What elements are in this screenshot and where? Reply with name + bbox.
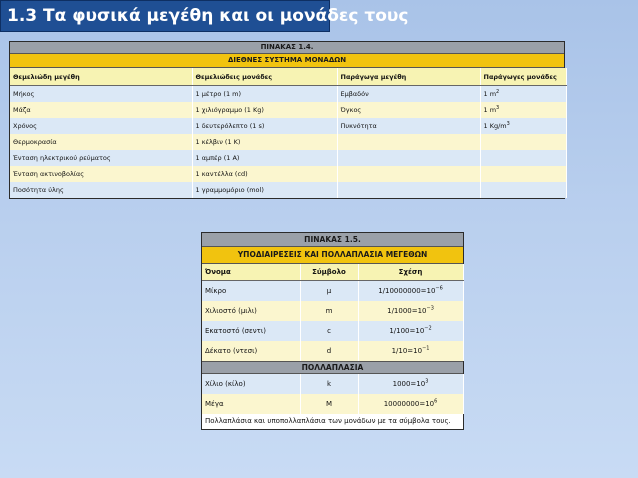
base-quantity: Ένταση ηλεκτρικού ρεύματος <box>10 150 192 166</box>
prefix-name: Εκατοστό (σεντι) <box>202 321 300 341</box>
col-header: Όνομα <box>202 264 300 281</box>
table-row <box>202 281 463 302</box>
derived-quantity <box>337 182 480 198</box>
prefix-relation: $1/100=10^{-2}$ <box>358 321 463 341</box>
prefix-relation: $10000000=10^6$ <box>358 394 463 414</box>
derived-quantity <box>337 134 480 150</box>
base-unit: 1 χιλιόγραμμο (1 Kg) <box>192 102 337 118</box>
derived-unit <box>480 166 566 182</box>
slide-title: 1.3 Τα φυσικά μεγέθη και οι μονάδες τους <box>0 0 330 32</box>
table-row <box>202 321 463 341</box>
derived-unit: 1 $m^2$ <box>480 86 566 103</box>
prefix-relation: $1000=10^3$ <box>358 374 463 394</box>
prefix-name: Χίλιο (κίλο) <box>202 374 300 394</box>
base-quantity: Ποσότητα ύλης <box>10 182 192 198</box>
table-row <box>10 150 566 166</box>
multiples-section-title: ΠΟΛΛΑΠΛΑΣΙΑ <box>202 361 463 374</box>
prefix-name: Μίκρο <box>202 281 300 302</box>
derived-unit <box>480 134 566 150</box>
prefix-symbol: μ <box>300 281 358 302</box>
subdivisions-grid <box>202 264 464 361</box>
col-header: Σύμβολο <box>300 264 358 281</box>
table-caption: ΠΙΝΑΚΑΣ 1.5. <box>202 233 463 246</box>
table-row <box>10 182 566 198</box>
si-units-table <box>9 41 565 199</box>
prefix-name: Μέγα <box>202 394 300 414</box>
table-caption: ΠΙΝΑΚΑΣ 1.4. <box>10 42 564 53</box>
prefix-relation: $1/10=10^{-1}$ <box>358 341 463 361</box>
base-unit: 1 μέτρο (1 m) <box>192 86 337 103</box>
base-quantity: Θερμοκρασία <box>10 134 192 150</box>
col-header: Θεμελιώδη μεγέθη <box>10 68 192 86</box>
base-unit: 1 δευτερόλεπτο (1 s) <box>192 118 337 134</box>
base-quantity: Ένταση ακτινοβολίας <box>10 166 192 182</box>
derived-quantity: Όγκος <box>337 102 480 118</box>
prefix-symbol: m <box>300 301 358 321</box>
table-row <box>10 86 566 103</box>
base-quantity: Μήκος <box>10 86 192 103</box>
table-subtitle: ΔΙΕΘΝΕΣ ΣΥΣΤΗΜΑ ΜΟΝΑΔΩΝ <box>10 53 564 68</box>
base-unit: 1 γραμμομόριο (mol) <box>192 182 337 198</box>
derived-unit: 1 $m^3$ <box>480 102 566 118</box>
table-row <box>10 134 566 150</box>
prefix-name: Δέκατο (ντεσι) <box>202 341 300 361</box>
prefix-symbol: k <box>300 374 358 394</box>
table-row <box>10 118 566 134</box>
prefixes-table <box>201 232 464 430</box>
table-row <box>10 166 566 182</box>
table-row <box>202 341 463 361</box>
derived-quantity <box>337 166 480 182</box>
col-header: Θεμελιώδεις μονάδες <box>192 68 337 86</box>
table-row <box>202 301 463 321</box>
col-header: Παράγωγα μεγέθη <box>337 68 480 86</box>
prefix-symbol: c <box>300 321 358 341</box>
prefix-symbol: d <box>300 341 358 361</box>
prefix-name: Χιλιοστό (μιλι) <box>202 301 300 321</box>
prefix-relation: $1/10000000=10^{-6}$ <box>358 281 463 302</box>
base-unit: 1 καντέλλα (cd) <box>192 166 337 182</box>
prefix-symbol: M <box>300 394 358 414</box>
table-row <box>202 374 463 394</box>
derived-quantity <box>337 150 480 166</box>
base-unit: 1 αμπέρ (1 A) <box>192 150 337 166</box>
prefix-relation: $1/1000=10^{-3}$ <box>358 301 463 321</box>
derived-unit <box>480 182 566 198</box>
base-quantity: Χρόνος <box>10 118 192 134</box>
table-row <box>202 394 463 414</box>
multiples-grid <box>202 374 464 414</box>
derived-unit: 1 $Kg/m^3$ <box>480 118 566 134</box>
derived-unit <box>480 150 566 166</box>
col-header: Σχέση <box>358 264 463 281</box>
table-row <box>10 102 566 118</box>
table-subtitle: ΥΠΟΔΙΑΙΡΕΣΕΙΣ ΚΑΙ ΠΟΛΛΑΠΛΑΣΙΑ ΜΕΓΕΘΩΝ <box>202 246 463 264</box>
col-header: Παράγωγες μονάδες <box>480 68 566 86</box>
table-footnote: Πολλαπλάσια και υποπολλαπλάσια των μονάδων με τα σύμβολα τους. <box>202 414 463 429</box>
derived-quantity: Εμβαδόν <box>337 86 480 103</box>
si-units-grid <box>10 68 567 198</box>
base-unit: 1 κέλβιν (1 K) <box>192 134 337 150</box>
base-quantity: Μάζα <box>10 102 192 118</box>
derived-quantity: Πυκνότητα <box>337 118 480 134</box>
